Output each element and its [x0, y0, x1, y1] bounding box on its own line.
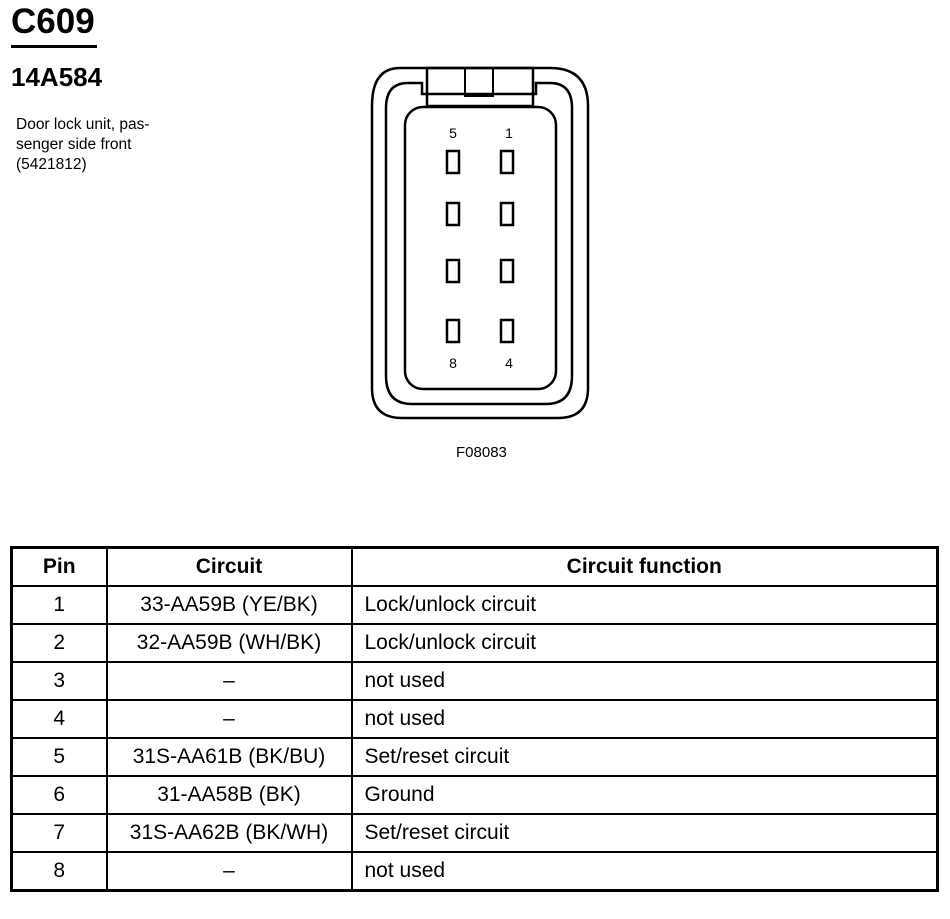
connector-face-diagram: [360, 56, 600, 428]
pin-number: 5: [12, 738, 107, 776]
column-header-function: Circuit function: [352, 548, 938, 587]
circuit-function: Set/reset circuit: [352, 814, 938, 852]
circuit-function: Lock/unlock circuit: [352, 586, 938, 624]
circuit-code: 31S-AA61B (BK/BU): [107, 738, 352, 776]
circuit-function: not used: [352, 700, 938, 738]
circuit-function: Set/reset circuit: [352, 738, 938, 776]
pin-cavity: [447, 151, 459, 173]
pin-cavity: [501, 203, 513, 225]
pin-label-4: 4: [505, 355, 513, 371]
part-number: 14A584: [11, 62, 103, 92]
circuit-code: 33-AA59B (YE/BK): [107, 586, 352, 624]
circuit-code: 32-AA59B (WH/BK): [107, 624, 352, 662]
table-row: [12, 738, 938, 776]
circuit-function: not used: [352, 662, 938, 700]
circuit-function: Lock/unlock circuit: [352, 624, 938, 662]
pin-label-5: 5: [449, 125, 457, 141]
pin-cavity: [447, 320, 459, 342]
column-header-pin: Pin: [12, 548, 107, 587]
circuit-code: –: [107, 662, 352, 700]
pin-label-1: 1: [505, 125, 513, 141]
table-row: [12, 700, 938, 738]
connector-id-underline: [11, 45, 97, 48]
figure-code: F08083: [456, 444, 507, 461]
pin-number: 1: [12, 586, 107, 624]
table-row: [12, 586, 938, 624]
pin-number: 6: [12, 776, 107, 814]
pin-cavity: [501, 260, 513, 282]
table-row: [12, 776, 938, 814]
connector-latch-slot: [465, 68, 493, 96]
circuit-code: 31S-AA62B (BK/WH): [107, 814, 352, 852]
circuit-code: 31-AA58B (BK): [107, 776, 352, 814]
pin-cavity: [447, 203, 459, 225]
pin-number: 7: [12, 814, 107, 852]
connector-id: C609: [11, 2, 95, 41]
pin-number: 4: [12, 700, 107, 738]
connector-description: [16, 115, 186, 175]
pin-cavity: [447, 260, 459, 282]
description-line: senger side front: [16, 136, 132, 153]
circuit-function: Ground: [352, 776, 938, 814]
pin-table: [10, 546, 939, 892]
circuit-function: not used: [352, 852, 938, 891]
column-header-circuit: Circuit: [107, 548, 352, 587]
pin-number: 2: [12, 624, 107, 662]
connector-middle-housing: [386, 83, 572, 404]
connector-pin-face: [405, 107, 556, 389]
pin-cavity: [501, 320, 513, 342]
description-line: (5421812): [16, 156, 87, 173]
circuit-code: –: [107, 700, 352, 738]
pin-label-8: 8: [449, 355, 457, 371]
circuit-code: –: [107, 852, 352, 891]
table-row: [12, 814, 938, 852]
connector-latch: [427, 68, 533, 106]
pin-number: 8: [12, 852, 107, 891]
table-row: [12, 852, 938, 891]
table-header-row: [12, 548, 938, 587]
pin-cavity: [501, 151, 513, 173]
table-row: [12, 624, 938, 662]
pin-number: 3: [12, 662, 107, 700]
table-row: [12, 662, 938, 700]
description-line: Door lock unit, pas-: [16, 116, 150, 133]
